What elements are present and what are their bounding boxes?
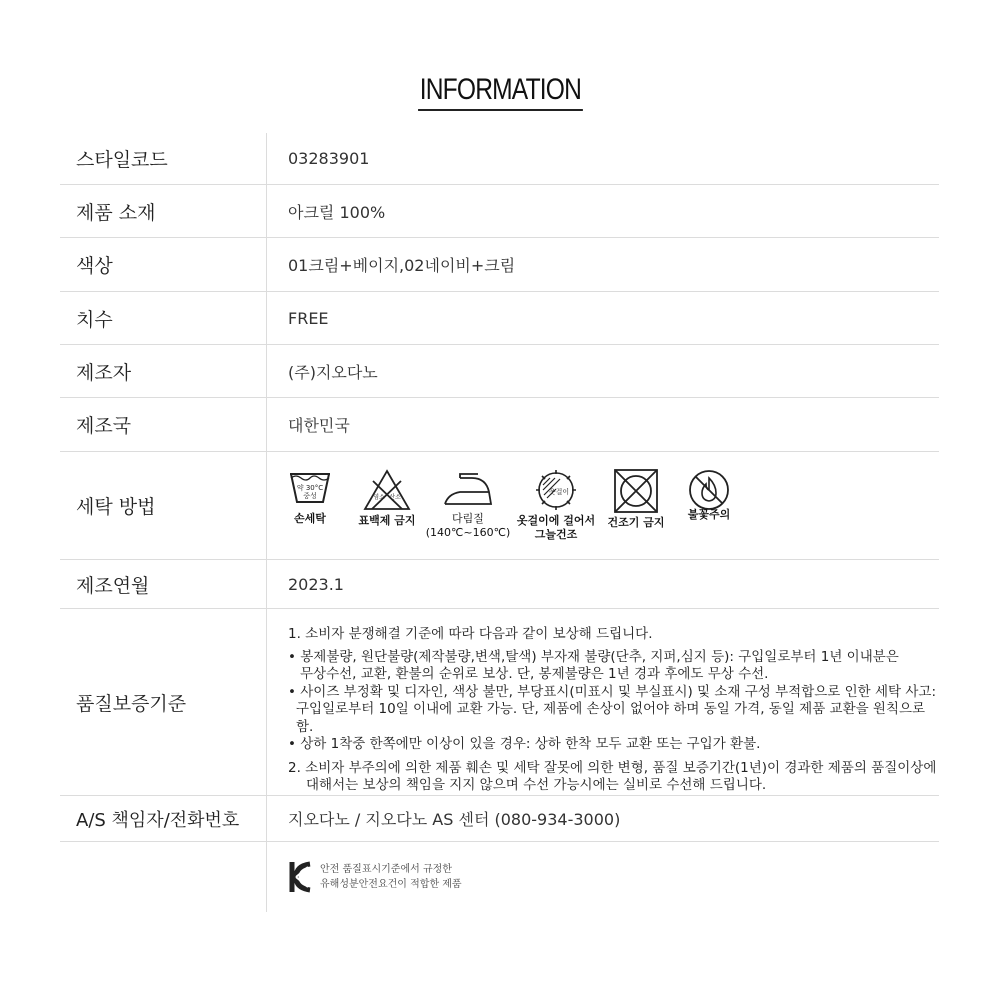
quality-text [267,609,939,795]
fire-caution-icon [687,468,731,512]
info-table [60,133,939,912]
iron-icon [442,468,494,508]
page-title-wrap [0,72,1000,111]
row-label: A/S 책임자/전화번호 [60,796,267,841]
svg-text:산소: 산소 [389,494,401,501]
hang-dry-icon [532,468,580,512]
no-bleach-caption: 표백제 금지 [358,514,416,527]
svg-text:약 30°C: 약 30°C [296,484,324,492]
table-row-size [60,292,939,345]
row-value: 2023.1 [288,574,344,594]
kc-text [320,862,462,892]
row-value: FREE [288,308,329,328]
table-row-material [60,185,939,238]
table-row-country [60,398,939,452]
hang-dry-item [514,468,598,542]
no-bleach-icon [362,468,412,512]
no-tumble-dry-item [604,468,668,530]
quality-item-2-line2: 대해서는 보상의 책임을 지지 않으며 수선 가능시에는 실비로 수선해 드립니다. [306,777,767,793]
row-label: 제조국 [60,398,267,451]
row-value: 대한민국 [288,416,350,435]
quality-item-2 [288,760,939,795]
page-title: INFORMATION [418,72,583,111]
quality-item-1: 1. 소비자 분쟁해결 기준에 따라 다음과 같이 보상해 드립니다. [288,626,653,642]
table-row-manufacturer [60,345,939,398]
hand-wash-caption: 손세탁 [294,512,326,525]
no-tumble-dry-icon [613,468,659,514]
no-tumble-dry-caption: 건조기 금지 [607,516,665,529]
row-label: 스타일코드 [60,133,267,184]
quality-bullet-1-line1: • 봉제불량, 원단불량(제작불량,변색,탈색) 부자재 불량(단추, 지퍼,심지 등): 구입일로부터 1년 이내분은 [288,648,899,665]
row-value: 03283901 [288,149,370,168]
fire-caution-caption: 불꽃주의 [687,508,731,521]
row-value: 01크림+베이지,02네이비+크림 [288,256,516,275]
quality-bullet-1-line2: 무상수선, 교환, 환불의 순위로 보상. 단, 봉제불량은 1년 경과 후에도 무상 수선. [300,666,769,682]
kc-text-line2: 유해성분안전요건이 적합한 제품 [320,879,462,890]
row-label: 제품 소재 [60,185,267,237]
quality-bullet-1 [288,649,939,684]
row-label: 치수 [60,292,267,344]
row-label-empty [60,842,267,912]
kc-text-line1: 안전 품질표시기준에서 규정한 [320,864,452,875]
kc-mark-icon [288,860,314,894]
iron-caption: 다림질 [452,512,484,525]
quality-item-2-line1: 2. 소비자 부주의에 의한 제품 훼손 및 세탁 잘못에 의한 변형, 품질 보증기간(1년)이 경과한 제품의 품질이상에 [288,759,937,776]
row-label: 품질보증기준 [60,609,267,795]
no-bleach-item [354,468,420,528]
quality-bullet-2-line2: 구입일로부터 10일 이내에 교환 가능. 단, 제품에 손상이 없어야 하며 동일 가격, 동일 제품 교환을 원칙으로 함. [296,701,926,735]
svg-text:중성: 중성 [303,492,317,500]
hang-dry-caption: 옷걸이에 걸어서 [516,514,596,527]
hang-dry-caption-2: 그늘건조 [534,528,578,541]
fire-caution-item [680,468,738,522]
table-row-kc-mark [60,842,939,912]
row-value: (주)지오다노 [288,362,378,382]
washing-icons [267,452,939,559]
row-value: 지오다노 / 지오다노 AS 센터 (080-934-3000) [288,810,621,829]
svg-text:염소: 염소 [373,494,385,501]
svg-text:옷걸이: 옷걸이 [548,488,570,496]
row-label: 색상 [60,238,267,291]
table-row-as-contact [60,796,939,842]
row-label: 제조자 [60,345,267,397]
table-row-quality [60,609,939,796]
hand-wash-item [286,468,334,526]
row-label: 세탁 방법 [60,452,267,559]
table-row-washing [60,452,939,560]
row-label: 제조연월 [60,560,267,608]
quality-bullet-3: • 상하 1착중 한쪽에만 이상이 있을 경우: 상하 한착 모두 교환 또는 구입가 환불. [288,736,761,752]
table-row-manufacture-date [60,560,939,609]
hand-wash-icon [288,468,332,508]
row-value: 아크릴 100% [288,202,386,222]
table-row-color [60,238,939,292]
kc-certification [267,842,939,912]
table-row-style-code [60,133,939,185]
quality-bullet-2-line1: • 사이즈 부정확 및 디자인, 색상 불만, 부당표시(미표시 및 부실표시) 및 소재 구성 부적합으로 인한 세탁 사고: [288,683,937,700]
iron-item [426,468,510,540]
quality-bullet-2 [288,684,939,737]
iron-temperature: (140℃~160℃) [425,526,511,539]
